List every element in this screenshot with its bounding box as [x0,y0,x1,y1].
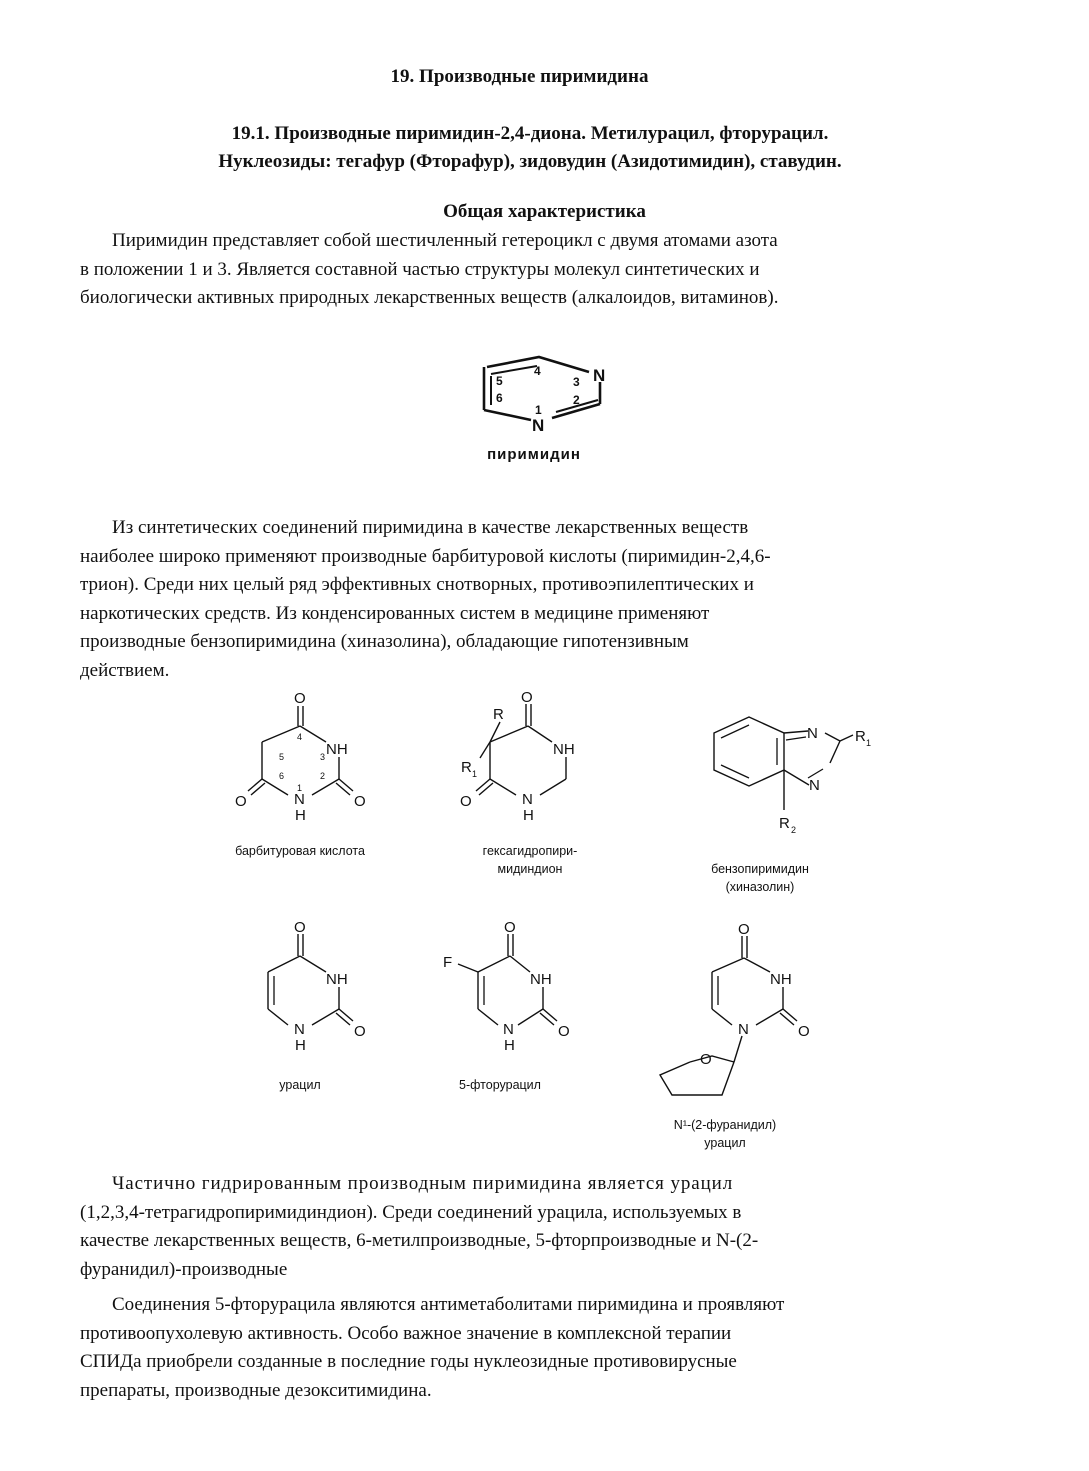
atom-subscript: 1 [866,738,872,748]
atom-label: O [558,1023,570,1040]
atom-number: 2 [573,393,580,407]
atom-label: N [294,1021,305,1038]
fluorouracil-structure [435,915,585,1055]
caption-line: урацил [704,1136,746,1150]
atom-label: N [809,777,820,794]
atom-label: O [294,690,306,707]
atom-number: 6 [496,391,503,405]
atom-label: NH [530,971,552,988]
section-title-line: Нуклеозиды: тегафур (Фторафур), зидовудин (Азидотимидин), ставудин. [218,151,842,172]
barbituric-acid-structure [225,685,385,830]
atom-label: O [521,689,533,706]
atom-label: N [807,725,818,742]
atom-number: 2 [320,771,326,781]
atom-number: 4 [534,364,541,378]
atom-label: O [294,919,306,936]
atom-number: 5 [279,752,285,762]
atom-label: R [461,759,472,776]
figure-caption: 5-фторурацил [459,1078,541,1092]
caption-line: мидиндион [497,862,563,876]
atom-label: H [295,1037,306,1054]
atom-number: 6 [279,771,285,781]
text-line: (1,2,3,4-тетрагидропиримидиндион). Среди соединений урацила, используемых в [80,1201,742,1223]
figure-caption: урацил [279,1078,321,1092]
text-line: трион). Среди них целый ряд эффективных снотворных, противоэпилептических и [80,574,754,595]
atom-label: N [522,791,533,808]
section-heading: Общая характеристика [443,201,646,222]
caption-line: гексагидропири- [482,844,578,858]
figure-caption [680,860,840,896]
atom-label: N [738,1021,749,1038]
quinazoline-structure [680,710,870,860]
text-line: наркотических средств. Из конденсированных систем в медицине применяют [80,602,710,624]
atom-label: N [593,366,606,385]
caption-line: N¹-(2-фуранидил) [673,1118,777,1132]
uracil-structure [255,915,385,1055]
text-line: СПИДа приобрели созданные в последние годы нуклеозидные противовирусные [80,1351,737,1372]
atom-label: R [493,706,504,723]
text-line: Из синтетических соединений пиримидина в качестве лекарственных веществ [112,517,749,538]
atom-label: O [235,793,247,810]
figure-caption: пиримидин [487,446,581,463]
atom-label: H [295,807,306,824]
atom-label: NH [553,741,575,758]
atom-label: NH [326,741,348,758]
furanidyl-uracil-structure [650,915,820,1105]
caption-line: (хиназолин) [725,880,795,894]
atom-number: 3 [573,375,580,389]
atom-label: N [532,416,545,435]
figure-caption: барбитуровая кислота [235,844,365,858]
atom-label: O [460,793,472,810]
atom-label: O [700,1051,712,1068]
paragraph-intro [80,227,778,313]
figure-caption [440,842,620,878]
atom-label: NH [326,971,348,988]
paragraph-fluorouracil [80,1291,784,1405]
atom-subscript: 1 [472,769,478,779]
atom-label: O [354,1023,366,1040]
text-line: фуранидил)-производные [80,1258,288,1280]
text-line: действием. [80,659,170,681]
atom-number: 4 [297,732,303,742]
chapter-title: 19. Производные пиримидина [390,66,649,87]
atom-number: 1 [297,783,303,793]
atom-label: H [523,807,534,824]
atom-label: O [738,921,750,938]
atom-label: R [779,815,790,832]
text-line: качестве лекарственных веществ, 6-метилпроизводные, 5-фторпроизводные и N-(2- [80,1230,759,1251]
atom-label: N [294,791,305,808]
text-line: Частично гидрированным производным пиримидина является урацил [112,1173,734,1194]
atom-label: O [798,1023,810,1040]
text-line: Соединения 5-фторурацила являются антиметаболитами пиримидина и проявляют [112,1294,785,1315]
paragraph-barbiturates [80,514,771,685]
text-line: биологически активных природных лекарственных веществ (алкалоидов, витаминов). [80,287,779,308]
atom-number: 3 [320,752,326,762]
text-line: противоопухолевую активность. Особо важное значение в комплексной терапии [80,1322,732,1344]
text-line: Пиримидин представляет собой шестичленный гетероцикл с двумя атомами азота [112,230,778,251]
paragraph-uracil [80,1170,758,1284]
atom-subscript: 2 [791,825,797,835]
atom-number: 1 [535,403,542,417]
caption-line: бензопиримидин [711,862,809,876]
section-title [80,120,980,176]
section-title-line: 19.1. Производные пиримидин-2,4-диона. Метилурацил, фторурацил. [231,123,829,144]
text-line: в положении 1 и 3. Является составной частью структуры молекул синтетических и [80,258,760,280]
pyrimidine-structure [460,352,620,447]
atom-number: 5 [496,374,503,388]
atom-label: F [443,954,453,971]
atom-label: O [504,919,516,936]
text-line: производные бензопиримидина (хиназолина), обладающие гипотензивным [80,631,689,652]
figure-caption [640,1116,810,1152]
atom-label: N [503,1021,514,1038]
hexahydropyrimidinedione-structure [455,685,595,830]
text-line: препараты, производные дезокситимидина. [80,1379,432,1401]
atom-label: NH [770,971,792,988]
atom-label: R [855,728,866,745]
atom-label: H [504,1037,515,1054]
atom-label: O [354,793,366,810]
text-line: наиболее широко применяют производные барбитуровой кислоты (пиримидин-2,4,6- [80,545,771,567]
